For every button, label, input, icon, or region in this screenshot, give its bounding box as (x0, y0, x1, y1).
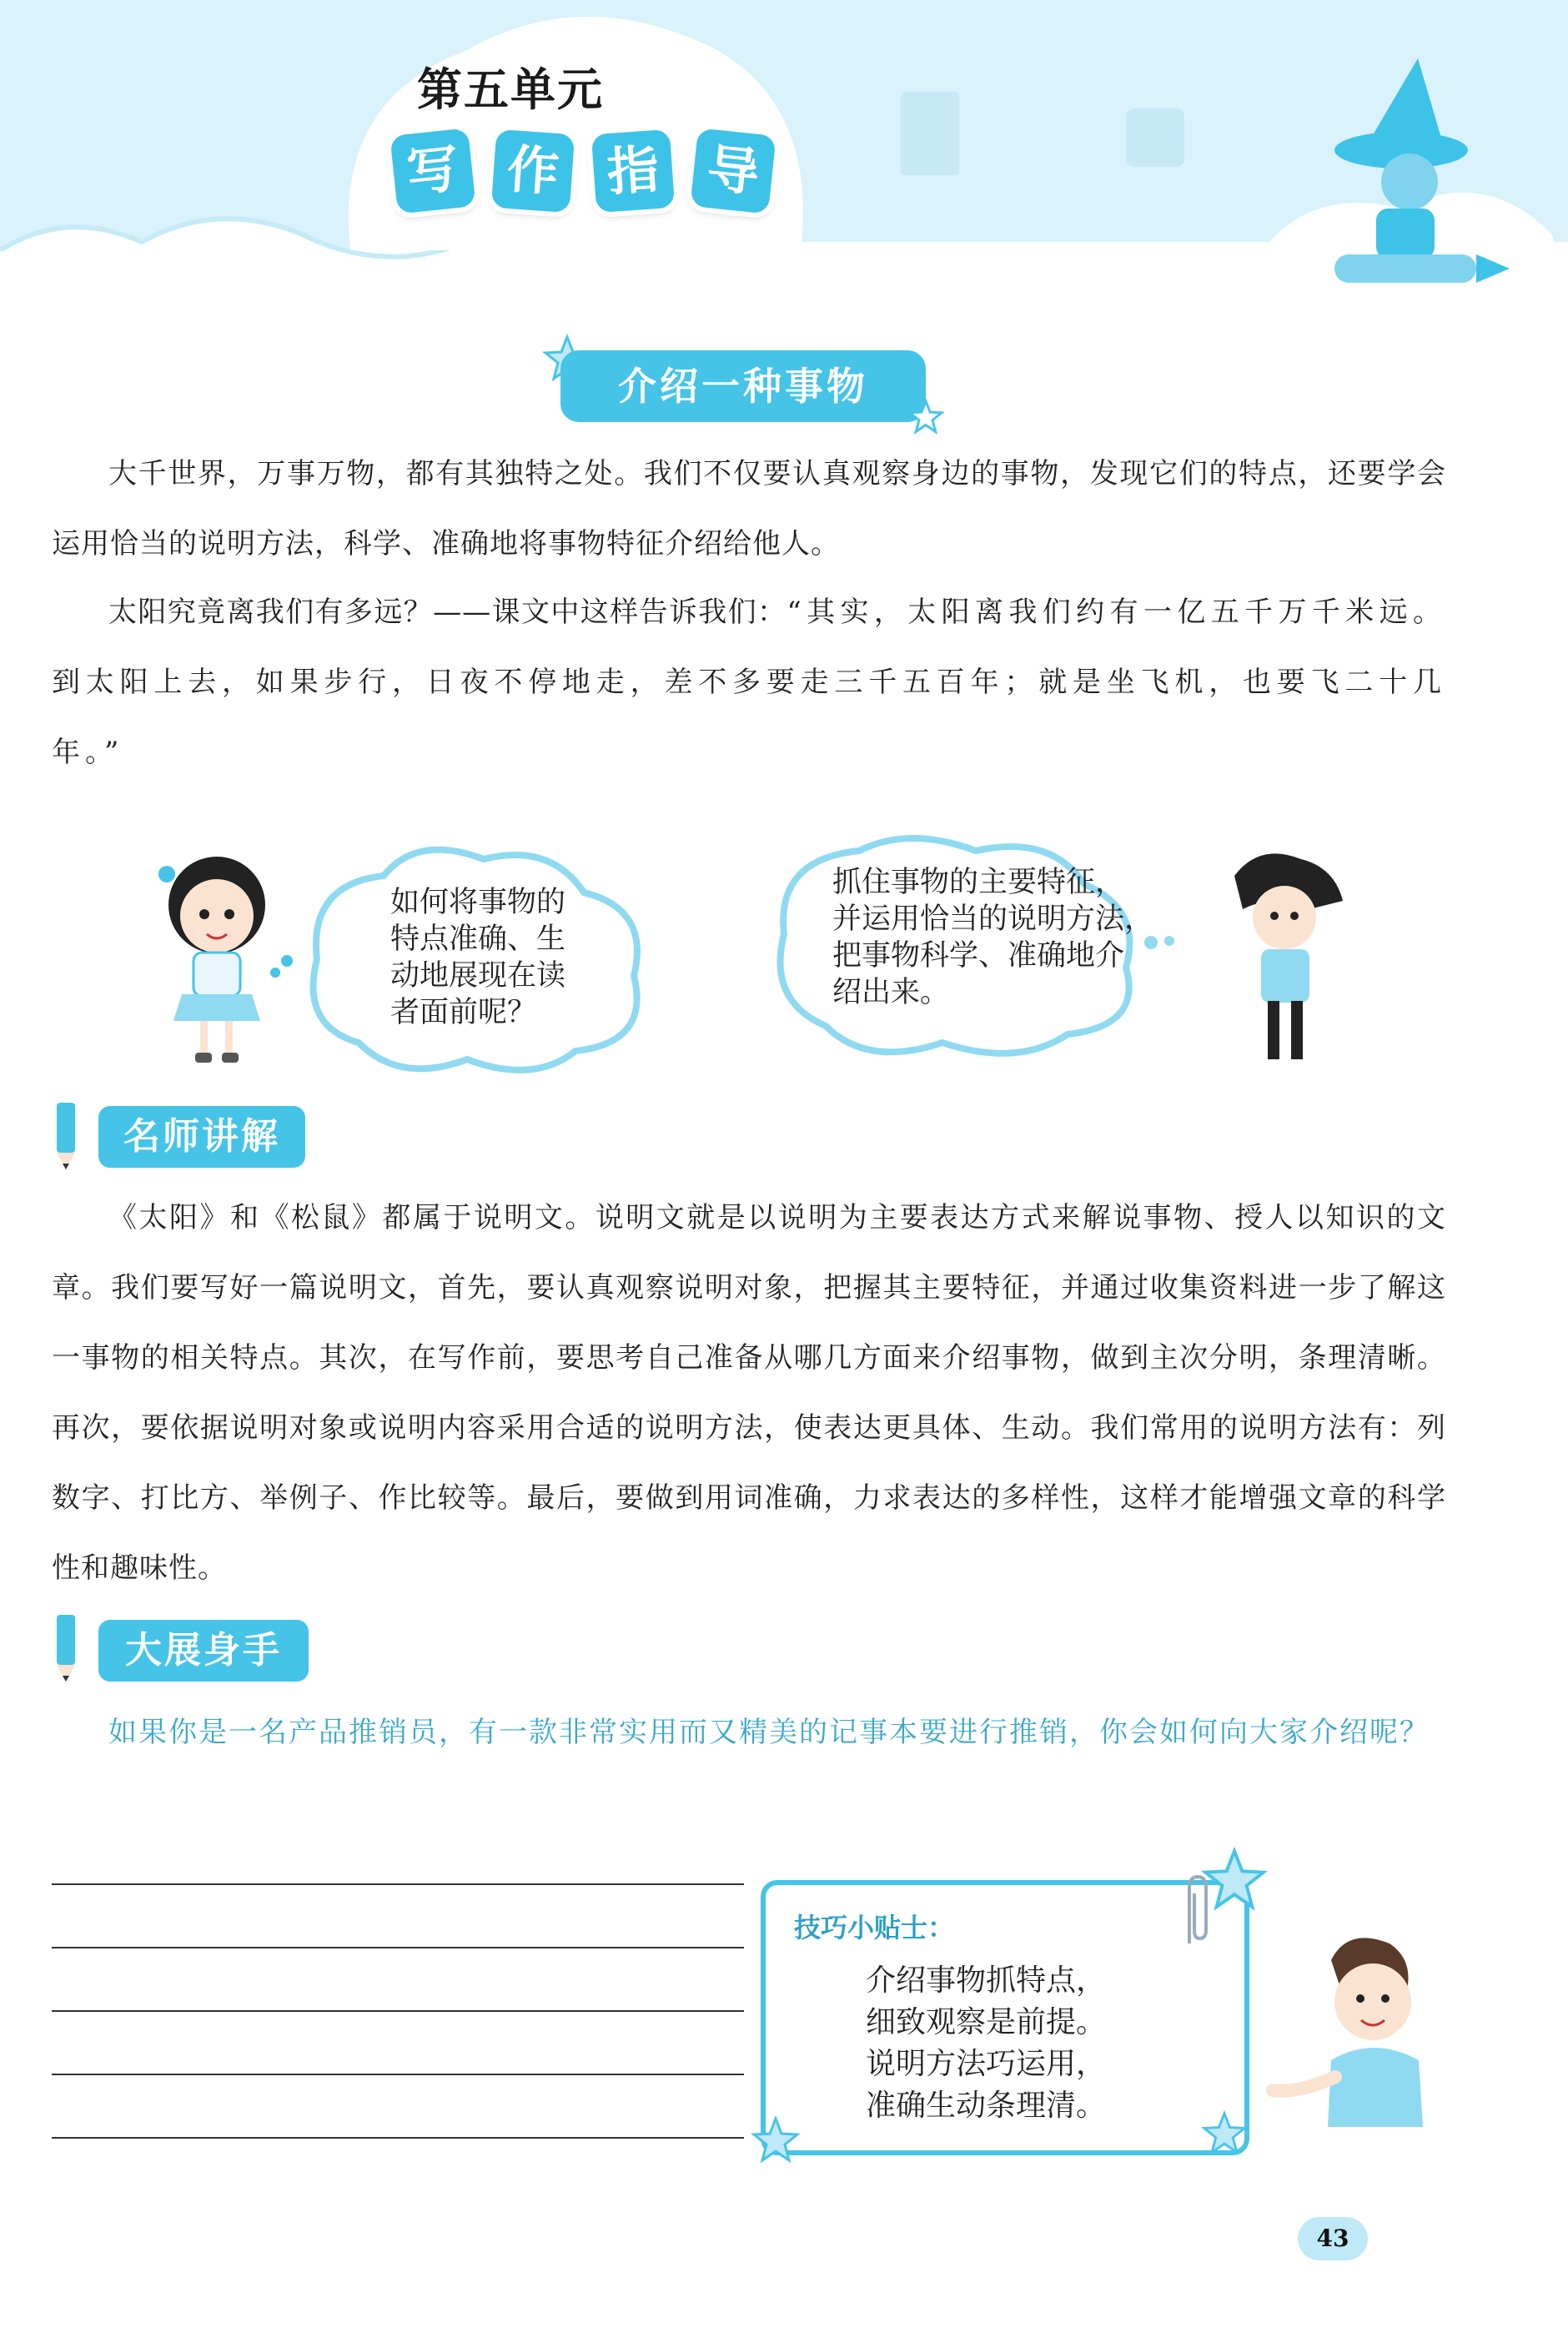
bubble-line: 动地展现在读 (390, 959, 566, 993)
bubble-line: 如何将事物的 (390, 886, 566, 919)
answer-line[interactable] (52, 1883, 744, 1885)
header-banner (0, 0, 1568, 300)
tip-line: 说明方法巧运用， (866, 2047, 1107, 2081)
bubble-line: 特点准确、生 (390, 923, 566, 956)
pencil-icon (45, 1099, 87, 1171)
tip-line: 准确生动条理清。 (866, 2089, 1107, 2123)
tip-line: 细致观察是前提。 (866, 2005, 1107, 2039)
boy-figure (1234, 853, 1343, 1059)
dialog-illustration (117, 834, 1401, 1084)
section-title: 介绍一种事物 (560, 350, 926, 422)
practice-task: 如果你是一名产品推销员，有一款非常实用而又精美的记事本要进行推销，你会如何向大家介绍呢？ (108, 1716, 1430, 1749)
teacher-paragraph: 《太阳》和《松鼠》都属于说明文。说明文就是以说明为主要表达方式来解说事物、授人以知识的文章。我们要写好一篇说明文，首先，要认真观察说明对象，把握其主要特征，并通过收集资料进一步了解这一事物的相关特点。其次，在写作前，要思考自己准备从哪几方面来介绍事物，做到主次分明，条理清晰。再次，要依据说明对象或说明内容采用合适的说明方法，使表达更具体、生动。我们常用的说明方法有：列数字、打比方、举例子、作比较等。最后，要做到用词准确，力求表达的多样性，这样才能增强文章的科学性和趣味性。 (52, 1201, 1446, 1585)
teacher-heading: 名师讲解 (98, 1106, 305, 1168)
bubble-line: 抓住事物的主要特征， (832, 866, 1125, 899)
intro-quote: “其实，太阳离我们约有一亿五千万千米远。到太阳上去，如果步行，日夜不停地走，差不多要走三千五百年；就是坐飞机，也要飞二十几年。” (52, 596, 1446, 769)
answer-line[interactable] (52, 2074, 744, 2075)
boy-bubble (832, 864, 1153, 1011)
bubble-line: 绍出来。 (832, 976, 950, 1009)
tile-lead: 导 (690, 128, 776, 214)
tip-title: 技巧小贴士： (794, 1912, 955, 1943)
paperclip-icon (1178, 1872, 1216, 1947)
intro-lead: 太阳究竟离我们有多远？——课文中这样告诉我们： (108, 596, 787, 629)
answer-line[interactable] (52, 2010, 744, 2012)
tile-compose: 作 (491, 129, 575, 213)
girl-bubble (390, 884, 565, 1031)
tip-line: 介绍事物抓特点， (866, 1963, 1107, 1998)
tile-guide: 指 (591, 129, 675, 213)
star-icon (907, 399, 944, 435)
answer-line[interactable] (52, 2137, 744, 2139)
bubble-line: 把事物科学、准确地介 (832, 939, 1125, 973)
answer-line[interactable] (52, 1947, 744, 1948)
tile-write: 写 (389, 128, 475, 214)
star-icon (1201, 2110, 1248, 2157)
intro-paragraph-1: 大千世界，万事万物，都有其独特之处。我们不仅要认真观察身边的事物，发现它们的特点，还要学会运用恰当的说明方法，科学、准确地将事物特征介绍给他人。 (52, 457, 1446, 561)
bubble-line: 者面前呢？ (390, 996, 537, 1029)
practice-heading: 大展身手 (98, 1620, 309, 1682)
unit-title: 第五单元 (417, 63, 604, 116)
star-icon (751, 2115, 801, 2165)
pencil-icon (45, 1611, 87, 1683)
intro-paragraph-2 (52, 577, 1446, 787)
presenter-boy (1264, 1927, 1431, 2127)
page-number: 43 (1298, 2217, 1368, 2260)
bubble-line: 并运用恰当的说明方法， (832, 903, 1154, 936)
girl-figure (158, 857, 293, 1063)
